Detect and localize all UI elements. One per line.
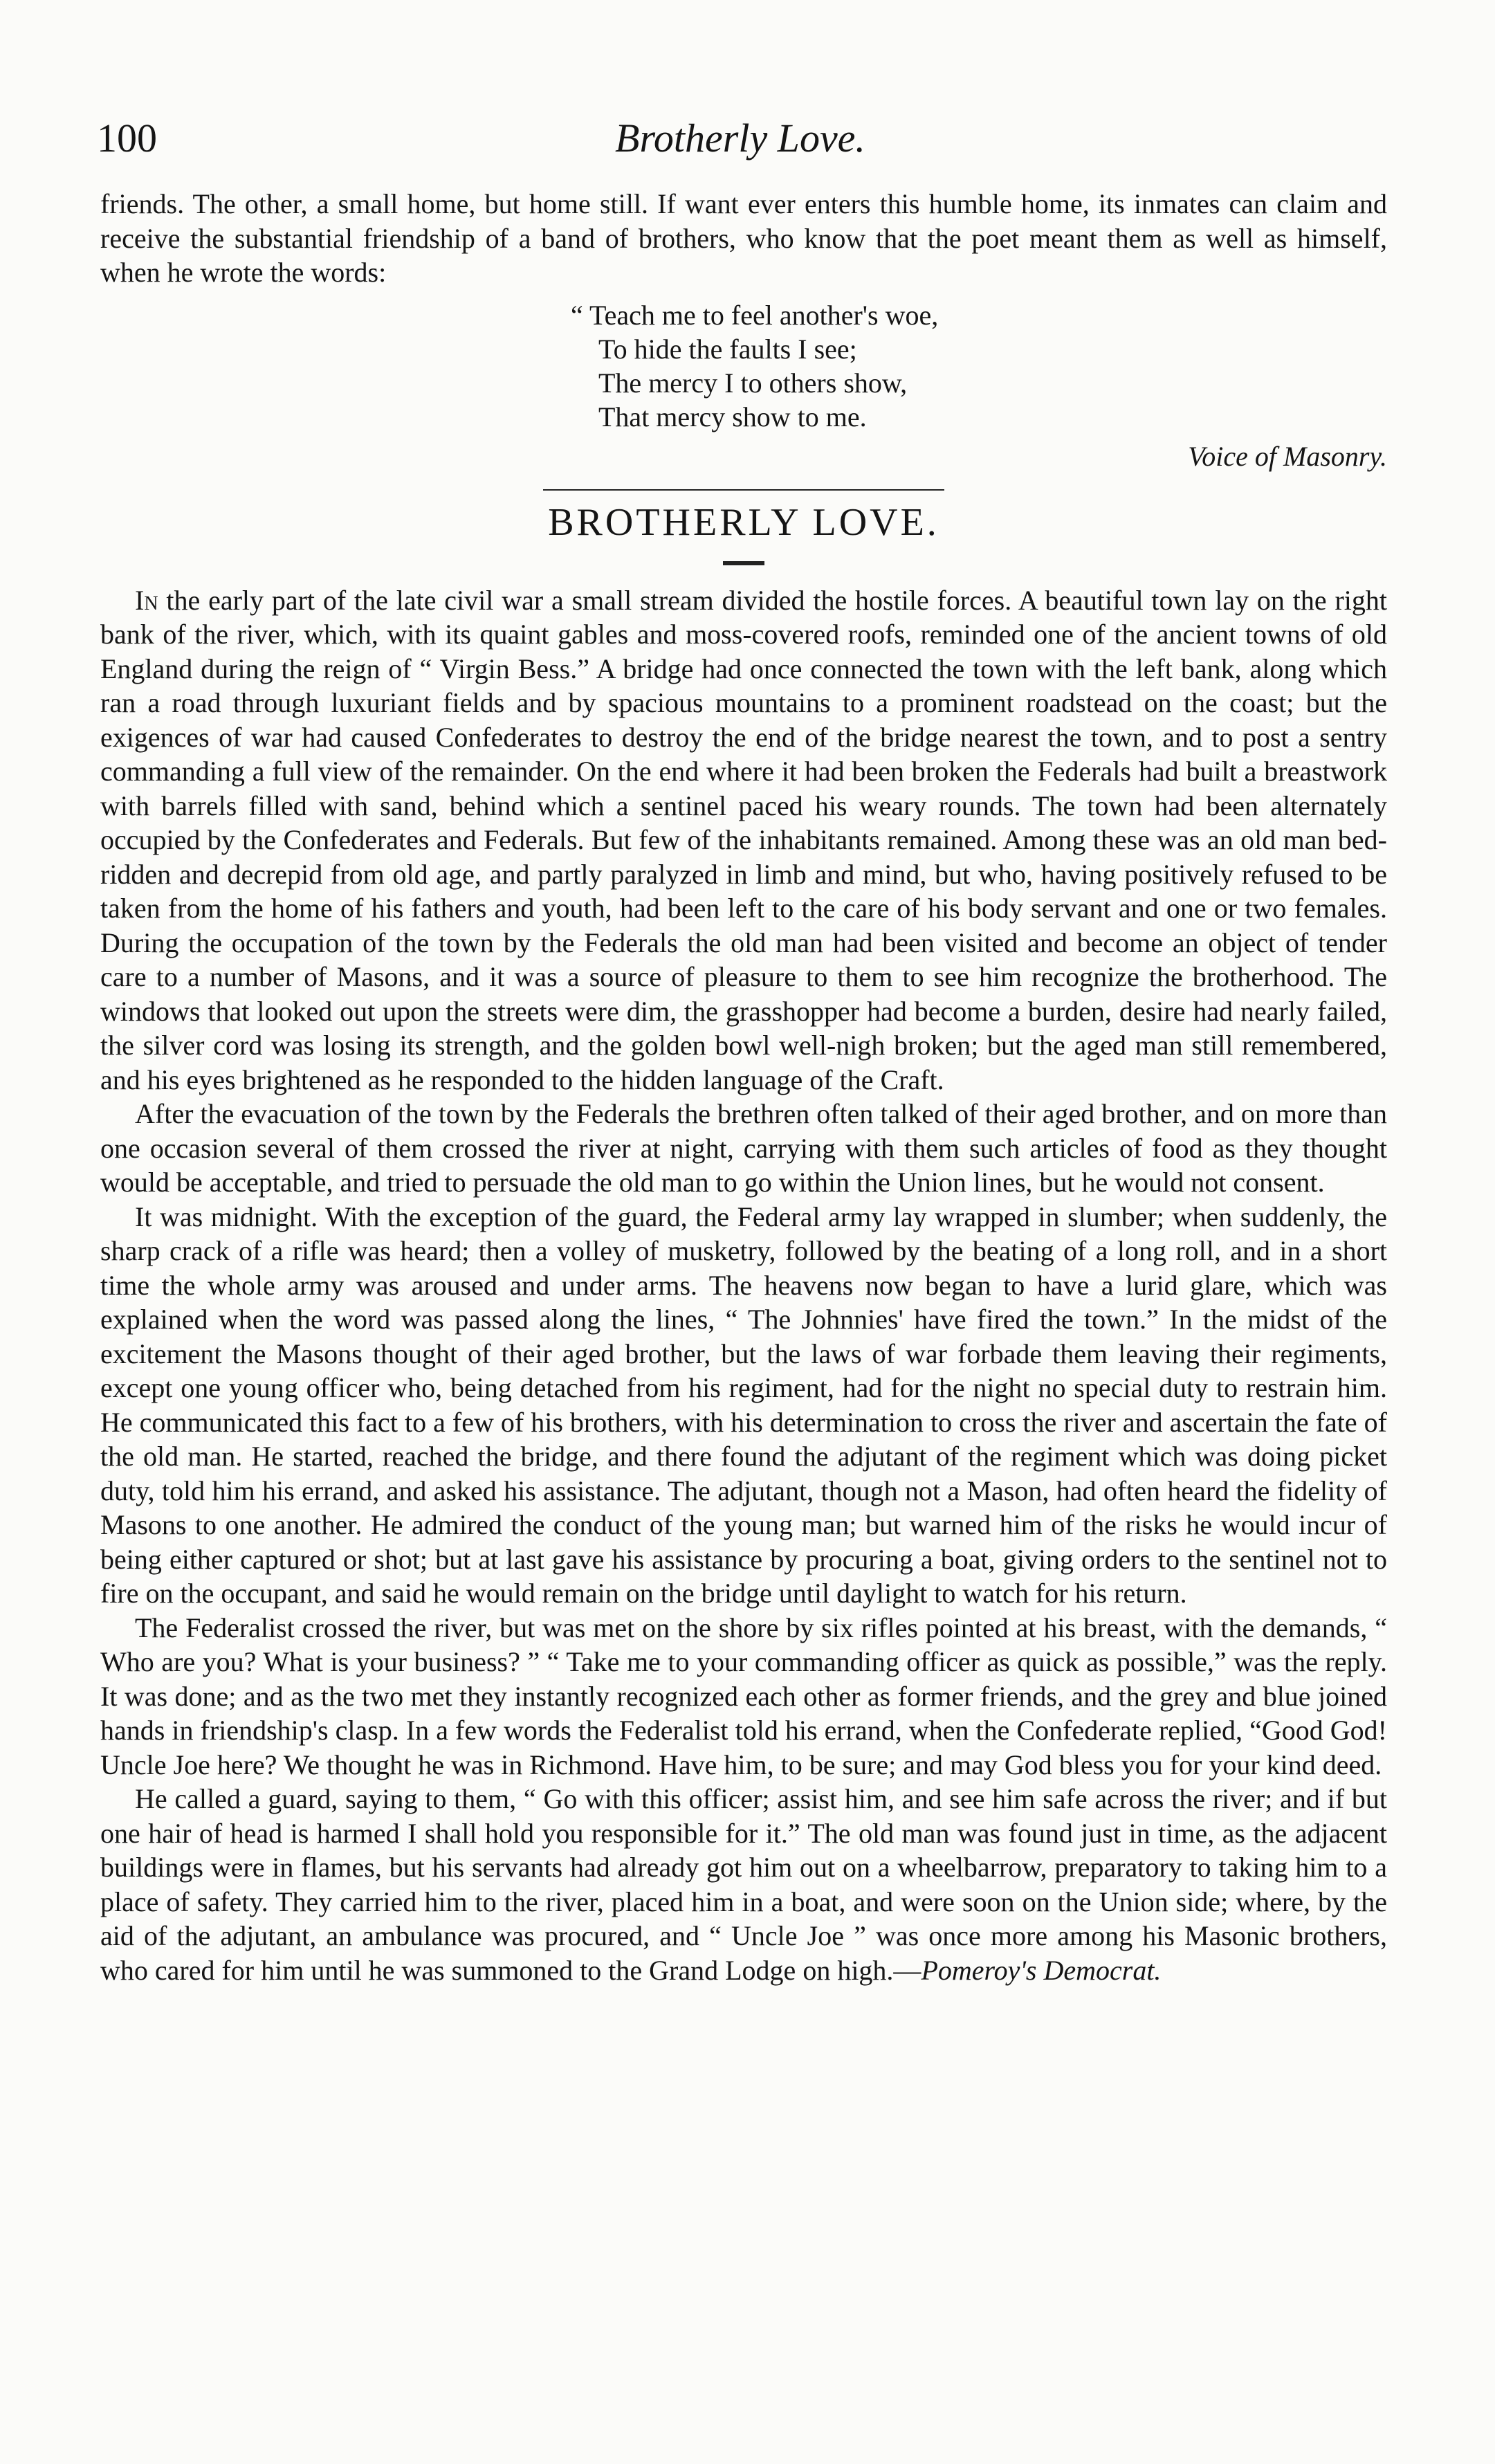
- attribution: Voice of Masonry.: [1188, 440, 1387, 472]
- paragraph-text: He called a guard, saying to them, “ Go with this officer; assist him, and see him safe across the river; and if but one hair of head is harmed I shall hold you responsible for it.” The old man was found just in time, as the adjacent buildings were in flames, but his servants had already got him out on a wheelbarrow, preparatory to taking him to a place of safety. They carried him to the river, placed him in a boat, and were soon on the Union side; where, by the aid of the adjutant, an ambulance was procured, and “ Uncle Joe ” was once more among his Masonic brothers, who cared for him until he was summoned to the Grand Lodge on high.—: [100, 1783, 1387, 1986]
- article-title: BROTHERLY LOVE.: [548, 500, 939, 544]
- opening-word: In: [135, 584, 158, 616]
- verse-line: To hide the faults I see;: [598, 333, 857, 365]
- article-paragraph: [100, 1782, 1387, 1987]
- article-paragraph: The Federalist crossed the river, but was met on the shore by six rifles pointed at his breast, with the demands, “ Who are you? What is your business? ” “ Take me to your commanding officer as quick as possible,” was the reply. It was done; and as the two met they instantly recognized each other as former friends, and the grey and blue joined hands in friendship's clasp. In a few words the Federalist told his errand, when the Confederate replied, “Good God! Uncle Joe here? We thought he was in Richmond. Have him, to be sure; and may God bless you for your kind deed.: [100, 1612, 1387, 1780]
- title-ornament-rule: [723, 561, 764, 565]
- article-paragraph: It was midnight. With the exception of the guard, the Federal army lay wrapped in slumber; when suddenly, the sharp crack of a rifle was heard; then a volley of musketry, followed by the beating of a long roll, and in a short time the whole army was aroused and under arms. The heavens now began to have a lurid glare, which was explained when the word was passed along the lines, “ The Johnnies' have fired the town.” In the midst of the excitement the Masons thought of their aged brother, but the laws of war forbade them leaving their regiments, except one young officer who, being detached from his regiment, had for the night no special duty to restrain him. He communicated this fact to a few of his brothers, with his determination to cross the river and ascertain the fate of the old man. He started, reached the bridge, and there found the adjutant of the regiment which was doing picket duty, told him his errand, and asked his assistance. The adjutant, though not a Mason, had often heard the fidelity of Masons to one another. He admired the conduct of the young man; but warned him of the risks he would incur of being either captured or shot; but at last gave his assistance by procuring a boat, giving orders to the sentinel not to fire on the occupant, and said he would remain on the bridge until daylight to watch for his return.: [100, 1201, 1387, 1609]
- verse-line: “ Teach me to feel another's woe,: [571, 299, 939, 331]
- article-paragraph: [100, 583, 1387, 1097]
- poem-quote: [100, 298, 1387, 434]
- verse-line: That mercy show to me.: [598, 401, 867, 432]
- preceding-paragraph: friends. The other, a small home, but home still. If want ever enters this humble home, its inmates can claim and receive the substantial friendship of a band of brothers, who know that the poet meant them as well as himself, when he wrote the words:: [100, 188, 1387, 288]
- verse-line: The mercy I to others show,: [598, 367, 908, 399]
- article-paragraph: After the evacuation of the town by the Federals the brethren often talked of their aged brother, and on more than one occasion several of them crossed the river at night, carrying with them such articles of food as they thought would be acceptable, and tried to persuade the old man to go within the Union lines, but he would not consent.: [100, 1098, 1387, 1198]
- section-divider: [543, 489, 944, 491]
- paragraph-text: the early part of the late civil war a small stream divided the hostile forces. A beautiful town lay on the right bank of the river, which, with its quaint gables and moss-covered roofs, reminded one of the ancient towns of old England during the reign of “ Virgin Bess.” A bridge had once connected the town with the left bank, along which ran a road through luxuriant fields and by spacious mountains to a prominent roadstead on the coast; but the exigences of war had caused Confederates to destroy the end of the bridge nearest the town, and to post a sentry commanding a full view of the remainder. On the end where it had been broken the Federals had built a breastwork with barrels filled with sand, behind which a sentinel paced his weary rounds. The town had been alternately occupied by the Confederates and Federals. But few of the inhabitants remained. Among these was an old man bed-ridden and decrepid from old age, and partly paralyzed in limb and mind, but who, having positively refused to be taken from the home of his fathers and youth, had been left to the care of his body servant and one or two females. During the occupation of the town by the Federals the old man had been visited and become an object of tender care to a number of Masons, and it was a source of pleasure to them to see him recognize the brotherhood. The windows that looked out upon the streets were dim, the grasshopper had become a burden, desire had nearly failed, the silver cord was losing its strength, and the golden bowl well-nigh broken; but the aged man still remembered, and his eyes brightened as he responded to the hidden language of the Craft.: [100, 584, 1387, 1095]
- running-title: Brotherly Love.: [615, 116, 865, 161]
- page-number: 100: [97, 116, 157, 161]
- running-head: [97, 111, 1384, 166]
- text-column: [100, 187, 1387, 1987]
- source-credit: Pomeroy's Democrat.: [921, 1954, 1162, 1986]
